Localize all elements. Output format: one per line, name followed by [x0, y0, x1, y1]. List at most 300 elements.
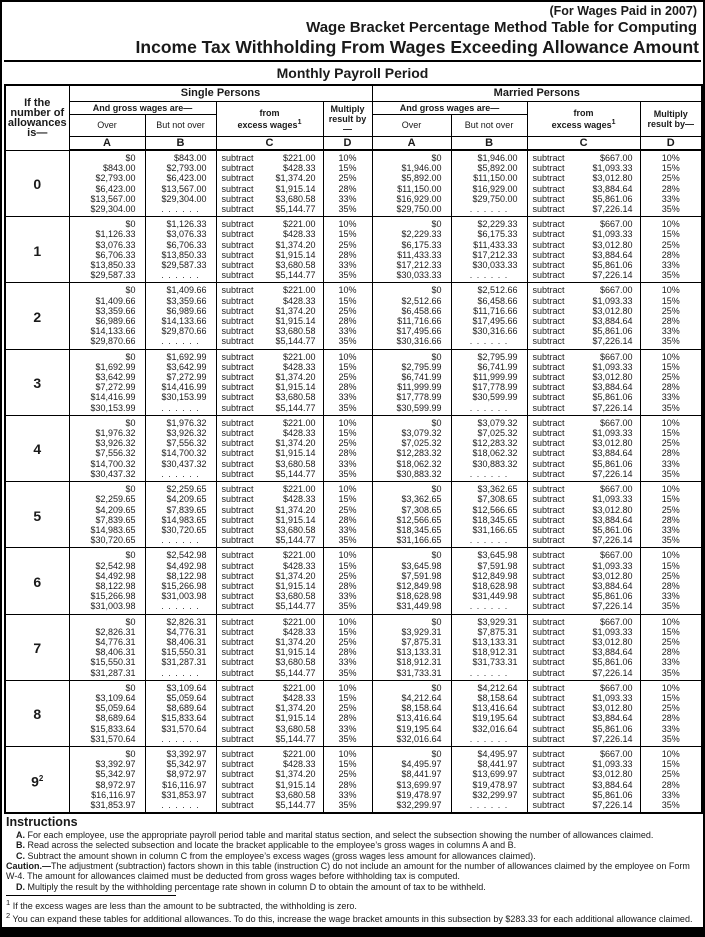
bracket-line	[5, 260, 702, 270]
married-over-value: $0	[372, 746, 451, 759]
married-rate-value: 10%	[640, 150, 702, 163]
allowance-number: 7	[5, 614, 69, 680]
single-over-value: $843.00	[69, 163, 145, 173]
single-subtract-value: subtract $221.00	[216, 746, 323, 759]
married-but-not-over-value: $31,166.65	[451, 525, 527, 535]
single-rate-value: 10%	[323, 150, 372, 163]
married-over-value: $7,308.65	[372, 505, 451, 515]
single-persons-header: Single Persons	[69, 85, 372, 101]
bracket-line	[5, 548, 702, 561]
married-over-value: $8,441.97	[372, 769, 451, 779]
married-but-not-over-value: $3,645.98	[451, 548, 527, 561]
single-rate-value: 25%	[323, 769, 372, 779]
married-subtract-value: subtract $3,884.64	[527, 647, 640, 657]
married-but-not-over-value: $31,733.31	[451, 657, 527, 667]
married-but-not-over-value: $5,892.00	[451, 163, 527, 173]
single-over-value: $31,287.31	[69, 668, 145, 681]
bracket-line	[5, 614, 702, 627]
allowance-number: 3	[5, 349, 69, 415]
married-over-value: $3,079.32	[372, 428, 451, 438]
married-over-value: $11,150.00	[372, 184, 451, 194]
single-subtract-value: subtract $5,144.77	[216, 204, 323, 217]
married-but-not-over-value: $18,912.31	[451, 647, 527, 657]
married-persons-header: Married Persons	[372, 85, 702, 101]
married-subtract-value: subtract $667.00	[527, 482, 640, 495]
married-over-value: $17,778.99	[372, 392, 451, 402]
single-but-not-over-value: . . . . . .	[145, 270, 216, 283]
single-but-not-over-value: $3,076.33	[145, 229, 216, 239]
single-but-not-over-value: $8,122.98	[145, 571, 216, 581]
single-rate-value: 35%	[323, 734, 372, 747]
single-subtract-value: subtract $1,915.14	[216, 581, 323, 591]
married-over-value: $1,946.00	[372, 163, 451, 173]
married-but-not-over-value: $2,795.99	[451, 349, 527, 362]
bracket-line	[5, 525, 702, 535]
bracket-line	[5, 734, 702, 747]
married-over-value: $2,512.66	[372, 296, 451, 306]
married-over-value: $0	[372, 217, 451, 230]
married-but-not-over-value: . . . . . .	[451, 403, 527, 416]
married-rate-value: 33%	[640, 790, 702, 800]
married-rate-value: 33%	[640, 525, 702, 535]
single-but-not-over-value: $3,392.97	[145, 746, 216, 759]
bracket-line	[5, 316, 702, 326]
instruction-caution: Caution.—The adjustment (subtraction) factors shown in this table (instruction C) do not include an amount for the number of allowances claimed by the employee on Form W-4. The amount for allowances claimed must be deducted from gross wages before withholding tax is computed.	[6, 861, 690, 882]
married-subtract-value: subtract $5,861.06	[527, 657, 640, 667]
single-but-not-over-value: $3,642.99	[145, 362, 216, 372]
bracket-line	[5, 627, 702, 637]
single-subtract-value: subtract $3,680.58	[216, 790, 323, 800]
bracket-line	[5, 428, 702, 438]
married-over-value: $31,733.31	[372, 668, 451, 681]
married-rate-value: 15%	[640, 163, 702, 173]
married-rate-value: 28%	[640, 316, 702, 326]
married-subtract-value: subtract $3,884.64	[527, 713, 640, 723]
single-subtract-value: subtract $221.00	[216, 415, 323, 428]
married-over-value: $13,133.31	[372, 647, 451, 657]
married-over-value: $17,495.66	[372, 326, 451, 336]
single-over-value: $14,983.65	[69, 525, 145, 535]
married-but-not-over-value: $13,133.31	[451, 637, 527, 647]
single-over-value: $13,850.33	[69, 260, 145, 270]
single-but-not-over-value: $13,567.00	[145, 184, 216, 194]
single-but-not-over-value: $29,870.66	[145, 326, 216, 336]
single-multiply-header: Multiply result by—	[323, 101, 372, 136]
single-rate-value: 33%	[323, 459, 372, 469]
single-rate-value: 28%	[323, 515, 372, 525]
single-rate-value: 10%	[323, 614, 372, 627]
married-but-not-over-value: $32,016.64	[451, 724, 527, 734]
married-rate-value: 15%	[640, 693, 702, 703]
single-rate-value: 15%	[323, 693, 372, 703]
single-rate-value: 35%	[323, 336, 372, 349]
married-subtract-value: subtract $667.00	[527, 548, 640, 561]
single-over-value: $3,392.97	[69, 759, 145, 769]
column-letter-a: A	[69, 136, 145, 150]
gross-wages-header-row	[5, 101, 702, 114]
single-subtract-value: subtract $428.33	[216, 693, 323, 703]
bracket-line	[5, 515, 702, 525]
married-over-value: $16,929.00	[372, 194, 451, 204]
single-over-value: $16,116.97	[69, 790, 145, 800]
married-subtract-value: subtract $5,861.06	[527, 591, 640, 601]
single-subtract-value: subtract $428.33	[216, 759, 323, 769]
married-over-value: $30,033.33	[372, 270, 451, 283]
single-rate-value: 25%	[323, 571, 372, 581]
married-rate-value: 35%	[640, 204, 702, 217]
married-rate-value: 25%	[640, 173, 702, 183]
single-but-not-over-value: $1,409.66	[145, 283, 216, 296]
married-but-not-over-value: $30,883.32	[451, 459, 527, 469]
single-but-not-over-value: $15,266.98	[145, 581, 216, 591]
single-rate-value: 35%	[323, 668, 372, 681]
married-subtract-value: subtract $1,093.33	[527, 229, 640, 239]
single-subtract-value: subtract $428.33	[216, 163, 323, 173]
single-but-not-over-value: $5,059.64	[145, 693, 216, 703]
married-subtract-value: subtract $7,226.14	[527, 668, 640, 681]
single-but-not-over-value: $4,209.65	[145, 494, 216, 504]
single-but-not-over-value: $15,833.64	[145, 713, 216, 723]
single-over-value: $15,550.31	[69, 657, 145, 667]
married-subtract-value: subtract $1,093.33	[527, 296, 640, 306]
married-but-not-over-value: $19,195.64	[451, 713, 527, 723]
single-subtract-value: subtract $1,374.20	[216, 769, 323, 779]
single-but-not-over-value: $2,793.00	[145, 163, 216, 173]
document-title-line1: Wage Bracket Percentage Method Table for Computing	[306, 19, 697, 36]
married-rate-value: 10%	[640, 548, 702, 561]
single-over-value: $15,833.64	[69, 724, 145, 734]
married-over-value: $6,458.66	[372, 306, 451, 316]
bracket-line	[5, 680, 702, 693]
married-rate-value: 10%	[640, 680, 702, 693]
single-subtract-value: subtract $3,680.58	[216, 326, 323, 336]
married-rate-value: 35%	[640, 270, 702, 283]
married-but-not-over-value: $12,849.98	[451, 571, 527, 581]
single-subtract-value: subtract $1,915.14	[216, 184, 323, 194]
married-rate-value: 15%	[640, 759, 702, 769]
bracket-line	[5, 571, 702, 581]
married-but-not-over-value: $2,512.66	[451, 283, 527, 296]
married-subtract-value: subtract $1,093.33	[527, 428, 640, 438]
married-over-value: $2,229.33	[372, 229, 451, 239]
single-rate-value: 15%	[323, 163, 372, 173]
married-subtract-value: subtract $3,884.64	[527, 250, 640, 260]
single-rate-value: 10%	[323, 548, 372, 561]
married-subtract-value: subtract $3,884.64	[527, 780, 640, 790]
single-rate-value: 25%	[323, 637, 372, 647]
married-but-not-over-value: $7,591.98	[451, 561, 527, 571]
married-rate-value: 15%	[640, 296, 702, 306]
single-over-value: $13,567.00	[69, 194, 145, 204]
single-rate-value: 33%	[323, 790, 372, 800]
married-but-not-over-value: . . . . . .	[451, 336, 527, 349]
married-but-not-over-value: $31,449.98	[451, 591, 527, 601]
column-letter-a: A	[372, 136, 451, 150]
bracket-line	[5, 713, 702, 723]
married-rate-value: 35%	[640, 336, 702, 349]
married-but-not-over-value: $29,750.00	[451, 194, 527, 204]
single-subtract-value: subtract $221.00	[216, 614, 323, 627]
single-over-value: $14,133.66	[69, 326, 145, 336]
married-but-not-over-value: $11,999.99	[451, 372, 527, 382]
single-subtract-value: subtract $3,680.58	[216, 260, 323, 270]
married-rate-value: 28%	[640, 647, 702, 657]
married-rate-value: 25%	[640, 637, 702, 647]
married-but-not-over-value: $17,495.66	[451, 316, 527, 326]
married-subtract-value: subtract $7,226.14	[527, 403, 640, 416]
married-over-value: $18,062.32	[372, 459, 451, 469]
bracket-line	[5, 459, 702, 469]
bracket-line	[5, 790, 702, 800]
single-but-not-over-value: $29,304.00	[145, 194, 216, 204]
married-over-value: $18,345.65	[372, 525, 451, 535]
single-over-value: $2,259.65	[69, 494, 145, 504]
married-rate-value: 33%	[640, 194, 702, 204]
single-rate-value: 28%	[323, 713, 372, 723]
single-subtract-value: subtract $1,915.14	[216, 713, 323, 723]
married-rate-value: 25%	[640, 703, 702, 713]
wages-paid-note: (For Wages Paid in 2007)	[549, 4, 697, 18]
married-subtract-value: subtract $5,861.06	[527, 194, 640, 204]
single-but-not-over-value: $843.00	[145, 150, 216, 163]
single-subtract-value: subtract $5,144.77	[216, 668, 323, 681]
married-subtract-value: subtract $3,012.80	[527, 372, 640, 382]
married-but-not-over-value: $7,308.65	[451, 494, 527, 504]
single-over-value: $1,126.33	[69, 229, 145, 239]
single-over-value: $1,692.99	[69, 362, 145, 372]
married-rate-value: 33%	[640, 459, 702, 469]
married-subtract-value: subtract $7,226.14	[527, 469, 640, 482]
married-but-not-over-value: . . . . . .	[451, 535, 527, 548]
single-over-value: $4,776.31	[69, 637, 145, 647]
married-rate-value: 28%	[640, 581, 702, 591]
married-over-value: $19,195.64	[372, 724, 451, 734]
single-but-not-over-value: $8,689.64	[145, 703, 216, 713]
married-but-not-over-value: . . . . . .	[451, 601, 527, 614]
married-rate-value: 10%	[640, 482, 702, 495]
single-rate-value: 10%	[323, 746, 372, 759]
bracket-line	[5, 438, 702, 448]
single-rate-value: 25%	[323, 306, 372, 316]
married-rate-value: 25%	[640, 571, 702, 581]
single-but-not-over-value: $30,153.99	[145, 392, 216, 402]
bracket-line	[5, 637, 702, 647]
married-rate-value: 25%	[640, 505, 702, 515]
single-over-value: $0	[69, 217, 145, 230]
married-over-value: $11,999.99	[372, 382, 451, 392]
single-but-not-over-value: . . . . . .	[145, 800, 216, 813]
single-but-not-over-value: $2,542.98	[145, 548, 216, 561]
single-rate-value: 10%	[323, 217, 372, 230]
married-over-value: $32,299.97	[372, 800, 451, 813]
married-subtract-value: subtract $5,861.06	[527, 525, 640, 535]
single-rate-value: 35%	[323, 204, 372, 217]
married-subtract-value: subtract $3,884.64	[527, 316, 640, 326]
bracket-line	[5, 482, 702, 495]
single-but-not-over-value: $14,133.66	[145, 316, 216, 326]
single-subtract-value: subtract $3,680.58	[216, 194, 323, 204]
married-but-not-over-header: But not over	[451, 114, 527, 136]
allowance-number: 0	[5, 150, 69, 217]
married-rate-value: 35%	[640, 403, 702, 416]
single-but-not-over-value: $3,359.66	[145, 296, 216, 306]
single-subtract-value: subtract $1,374.20	[216, 571, 323, 581]
married-subtract-value: subtract $3,884.64	[527, 448, 640, 458]
bracket-line	[5, 306, 702, 316]
married-over-header: Over	[372, 114, 451, 136]
single-subtract-value: subtract $428.33	[216, 627, 323, 637]
married-but-not-over-value: $7,025.32	[451, 428, 527, 438]
married-over-value: $7,025.32	[372, 438, 451, 448]
single-but-not-over-value: $31,853.97	[145, 790, 216, 800]
married-subtract-value: subtract $3,012.80	[527, 505, 640, 515]
bracket-line	[5, 581, 702, 591]
married-but-not-over-value: $6,458.66	[451, 296, 527, 306]
single-rate-value: 33%	[323, 724, 372, 734]
column-letter-row	[5, 136, 702, 150]
single-over-value: $3,359.66	[69, 306, 145, 316]
single-rate-value: 10%	[323, 415, 372, 428]
single-over-value: $3,926.32	[69, 438, 145, 448]
single-over-value: $6,706.33	[69, 250, 145, 260]
married-but-not-over-value: $13,699.97	[451, 769, 527, 779]
single-subtract-value: subtract $1,374.20	[216, 438, 323, 448]
single-rate-value: 28%	[323, 448, 372, 458]
single-over-value: $8,122.98	[69, 581, 145, 591]
single-but-not-over-value: . . . . . .	[145, 403, 216, 416]
married-rate-value: 25%	[640, 372, 702, 382]
married-rate-value: 10%	[640, 217, 702, 230]
married-over-value: $0	[372, 415, 451, 428]
married-but-not-over-value: . . . . . .	[451, 800, 527, 813]
married-subtract-value: subtract $5,861.06	[527, 392, 640, 402]
married-subtract-value: subtract $3,884.64	[527, 581, 640, 591]
single-but-not-over-value: $30,720.65	[145, 525, 216, 535]
single-subtract-value: subtract $221.00	[216, 349, 323, 362]
married-over-value: $7,591.98	[372, 571, 451, 581]
married-rate-value: 15%	[640, 428, 702, 438]
instruction-d: D. Multiply the result by the withholding percentage rate shown in column D to obtain the amount of tax to be withheld.	[16, 881, 486, 892]
married-rate-value: 33%	[640, 392, 702, 402]
married-but-not-over-value: $30,599.99	[451, 392, 527, 402]
married-over-value: $0	[372, 150, 451, 163]
single-but-not-over-value: $6,423.00	[145, 173, 216, 183]
bracket-line	[5, 448, 702, 458]
married-rate-value: 28%	[640, 515, 702, 525]
single-over-value: $8,972.97	[69, 780, 145, 790]
single-rate-value: 15%	[323, 362, 372, 372]
married-rate-value: 25%	[640, 240, 702, 250]
single-over-value: $3,076.33	[69, 240, 145, 250]
married-but-not-over-value: $3,079.32	[451, 415, 527, 428]
single-rate-value: 10%	[323, 482, 372, 495]
married-subtract-value: subtract $667.00	[527, 217, 640, 230]
married-over-value: $4,212.64	[372, 693, 451, 703]
single-subtract-value: subtract $221.00	[216, 482, 323, 495]
married-subtract-value: subtract $5,861.06	[527, 724, 640, 734]
single-rate-value: 33%	[323, 326, 372, 336]
bracket-line	[5, 296, 702, 306]
instructions-heading: Instructions	[6, 815, 78, 830]
married-rate-value: 28%	[640, 713, 702, 723]
bracket-line	[5, 173, 702, 183]
single-over-value: $7,272.99	[69, 382, 145, 392]
single-over-value: $1,976.32	[69, 428, 145, 438]
married-subtract-value: subtract $3,012.80	[527, 703, 640, 713]
married-rate-value: 35%	[640, 601, 702, 614]
married-rate-value: 33%	[640, 260, 702, 270]
married-over-value: $2,795.99	[372, 362, 451, 372]
single-over-value: $31,003.98	[69, 601, 145, 614]
bracket-line	[5, 217, 702, 230]
married-subtract-value: subtract $667.00	[527, 150, 640, 163]
married-rate-value: 28%	[640, 448, 702, 458]
married-but-not-over-value: $18,345.65	[451, 515, 527, 525]
married-subtract-value: subtract $3,012.80	[527, 173, 640, 183]
married-over-value: $18,912.31	[372, 657, 451, 667]
married-subtract-value: subtract $1,093.33	[527, 627, 640, 637]
bracket-line	[5, 372, 702, 382]
single-over-value: $0	[69, 614, 145, 627]
single-subtract-value: subtract $5,144.77	[216, 270, 323, 283]
bracket-line	[5, 349, 702, 362]
single-rate-value: 33%	[323, 260, 372, 270]
married-subtract-value: subtract $667.00	[527, 614, 640, 627]
bracket-line	[5, 561, 702, 571]
footnote-2: $^2$ You can expand these tables for additional allowances. To do this, increase the wage bracket amounts in this subsection by $283.33 for each additional allowance claimed.	[6, 911, 693, 925]
single-subtract-value: subtract $5,144.77	[216, 403, 323, 416]
single-subtract-value: subtract $5,144.77	[216, 601, 323, 614]
single-but-not-over-value: $31,570.64	[145, 724, 216, 734]
married-over-value: $31,166.65	[372, 535, 451, 548]
married-but-not-over-value: . . . . . .	[451, 734, 527, 747]
document-header	[4, 4, 701, 58]
married-rate-value: 15%	[640, 627, 702, 637]
married-but-not-over-value: $6,175.33	[451, 229, 527, 239]
single-rate-value: 35%	[323, 535, 372, 548]
married-rate-value: 33%	[640, 724, 702, 734]
single-but-not-over-value: $15,550.31	[145, 647, 216, 657]
single-over-value: $31,853.97	[69, 800, 145, 813]
married-over-value: $4,495.97	[372, 759, 451, 769]
married-but-not-over-value: $8,441.97	[451, 759, 527, 769]
married-but-not-over-value: . . . . . .	[451, 668, 527, 681]
single-but-not-over-value: $30,437.32	[145, 459, 216, 469]
married-subtract-value: subtract $5,861.06	[527, 790, 640, 800]
married-subtract-value: subtract $667.00	[527, 283, 640, 296]
married-subtract-value: subtract $3,012.80	[527, 438, 640, 448]
married-but-not-over-value: $11,716.66	[451, 306, 527, 316]
single-over-value: $0	[69, 415, 145, 428]
married-rate-value: 28%	[640, 780, 702, 790]
single-rate-value: 33%	[323, 657, 372, 667]
single-but-not-over-value: $13,850.33	[145, 250, 216, 260]
single-over-header: Over	[69, 114, 145, 136]
bracket-line	[5, 240, 702, 250]
page-bottom-bar	[2, 927, 703, 935]
single-but-not-over-value: $8,406.31	[145, 637, 216, 647]
married-but-not-over-value: $11,433.33	[451, 240, 527, 250]
single-but-not-over-value: $5,342.97	[145, 759, 216, 769]
single-but-not-over-value: . . . . . .	[145, 535, 216, 548]
married-rate-value: 33%	[640, 326, 702, 336]
married-but-not-over-value: $3,929.31	[451, 614, 527, 627]
single-rate-value: 33%	[323, 525, 372, 535]
single-rate-value: 25%	[323, 240, 372, 250]
single-subtract-value: subtract $221.00	[216, 283, 323, 296]
married-rate-value: 25%	[640, 769, 702, 779]
married-subtract-value: subtract $1,093.33	[527, 759, 640, 769]
